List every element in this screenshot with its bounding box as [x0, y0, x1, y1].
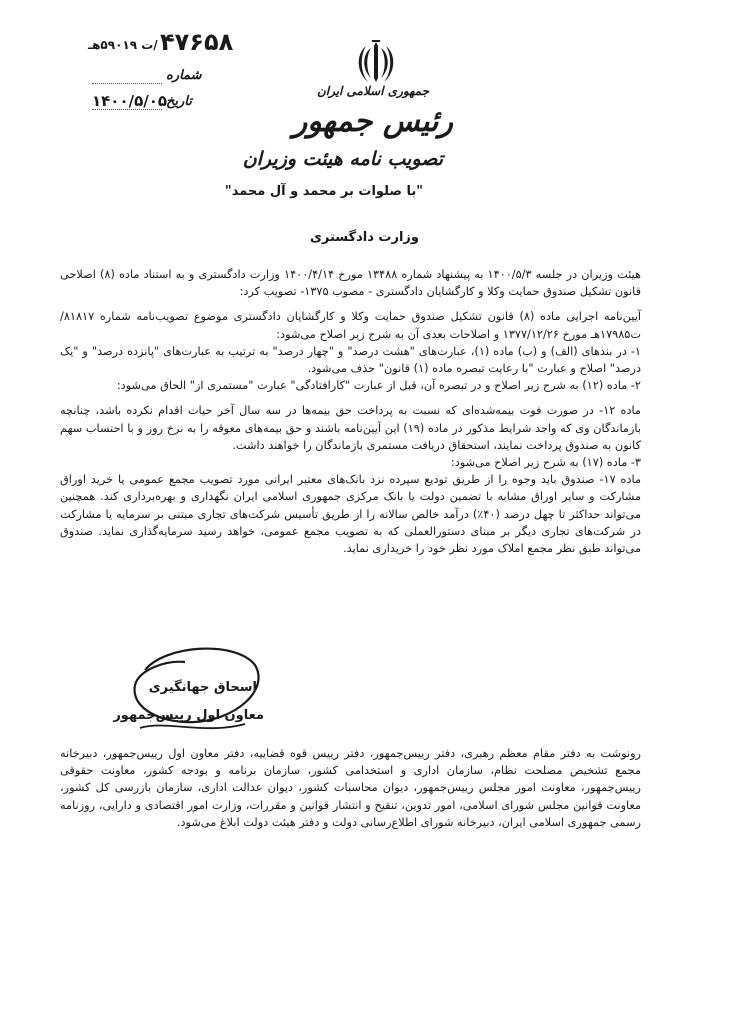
item-2: ۲- ماده (۱۲) به شرح زیر اصلاح و در تبصره آن، قبل از عبارت "کارافتادگی" عبارت "مستمری از" الحاق می‌شود: — [116, 379, 641, 393]
item-3: ۳- ماده (۱۷) به شرح زیر اصلاح می‌شود: — [450, 456, 641, 470]
signatory-name: اسحاق جهانگیری — [148, 680, 257, 695]
date-label: تاریخ — [166, 94, 192, 109]
number-label: شماره — [166, 68, 202, 83]
ronevesht-paragraph: رونوشت به دفتر مقام معظم رهبری، دفتر رییس‌جمهور، دفتر رییس قوه قضاییه، دفتر معاون اول رییس‌جمهور، دبیرخانه مجمع تشخیص مصلحت نظام، سازمان اداری و استخدامی کشور، سازمان برنامه و بودجه کشور، معاونت حقوقی رییس‌جمهور، معاونت امور مجلس رییس‌جمهور، دیوان محاسبات کشور، دیوان عدالت اداری، سازمان بازرسی کل کشور، معاونت قوانین مجلس شورای اسلامی، امور تدوین، تنقیح و انتشار قوانین و مقررات، وزارت امور اقتصادی و دارایی، روزنامه رسمی جمهوری اسلامی ایران، دبیرخانه شورای اطلاع‌رسانی دولت و دفتر هیئت دولت ابلاغ می‌شود. — [60, 747, 641, 829]
date-dotted-line — [92, 108, 162, 110]
signatory-title: معاون اول رییس‌جمهور — [113, 708, 264, 723]
article-17: ماده ۱۷- صندوق باید وجوه را از طریق تودیع سپرده نزد بانک‌های معتبر ایرانی مورد تصویب مجمع عمومی یا خرید اوراق مشارکت و سایر اوراق مشابه با تضمین دولت یا بانک مرکزی جمهوری اسلامی ایران نگهداری و بهره‌برداری کند. همچنین می‌تواند حداکثر تا چهل درصد (۴۰٪) درآمد خالص سالانه را از طریق تأسیس شرکت‌های تجاری مبتنی بر سرمایه یا مشارکت در شرکت‌های تجاری دیگر بر مبنای دستورالعملی که به تصویب مجمع عمومی، خواهد رسید سرمایه‌گذاری نماید. صندوق می‌تواند طبق نظر مجمع املاک مورد نظر خود را خریداری نماید. — [60, 473, 641, 556]
office-title: رئیس جمهور — [292, 104, 453, 139]
ministry-name: وزارت دادگستری — [310, 230, 419, 245]
country-name: جمهوری اسلامی ایران — [316, 84, 429, 98]
date-value: ۱۴۰۰/۵/۰۵ — [92, 92, 168, 110]
decree-body — [60, 266, 641, 557]
reference-number: /ت ۵۹۰۱۹هـ — [88, 38, 158, 52]
number-dotted-line — [92, 82, 162, 84]
item-1: ۱- در بندهای (الف) و (ب) ماده (۱)، عبارت‌های "هشت درصد" و "چهار درصد" به ترتیب به عبارت‌های "پانزده درصد" و "یک درصد" اصلاح و عبارت "با رعایت تبصره ماده (۱) قانون" حذف می‌شود. — [60, 344, 641, 376]
regulation-paragraph: آیین‌نامه اجرایی ماده (۸) قانون تشکیل صندوق حمایت وکلا و کارگشایان دادگستری موضوع تصویب‌نامه شماره ۸۱۸۱۷/ت۱۷۹۸۵هـ مورخ ۱۳۷۷/۱۲/۲۶ و اصلاحات بعدی آن به شرح زیر اصلاح می‌شود: — [60, 310, 641, 341]
document-number: ۴۷۶۵۸ — [160, 28, 234, 56]
approval-title: تصویب نامه هیئت وزیران — [242, 148, 443, 170]
salavat-line: "با صلوات بر محمد و آل محمد" — [224, 184, 423, 199]
article-12: ماده ۱۲- در صورت فوت بیمه‌شده‌ای که نسبت به پرداخت حق بیمه‌ها در سه سال آخر حیات اقدام نکرده باشد، چنانچه بازماندگان وی که واجد شرایط مذکور در ماده (۱۹) این آیین‌نامه باشند و حق بیمه‌های معوقه را به نرخ روز و با احتساب سهم کانون به صندوق پرداخت نمایند، استحقاق دریافت مستمری بازماندگان را خواهند داشت. — [60, 404, 641, 452]
intro-paragraph: هیئت وزیران در جلسه ۱۴۰۰/۵/۳ به پیشنهاد شماره ۱۳۴۸۸ مورخ ۱۴۰۰/۴/۱۴ وزارت دادگستری و به استناد ماده (۸) اصلاحی قانون تشکیل صندوق حمایت وکلا و کارگشایان دادگستری - مصوب ۱۳۷۵- تصویب کرد: — [60, 268, 641, 299]
distribution-list — [60, 745, 641, 831]
iran-emblem-icon — [352, 38, 400, 86]
